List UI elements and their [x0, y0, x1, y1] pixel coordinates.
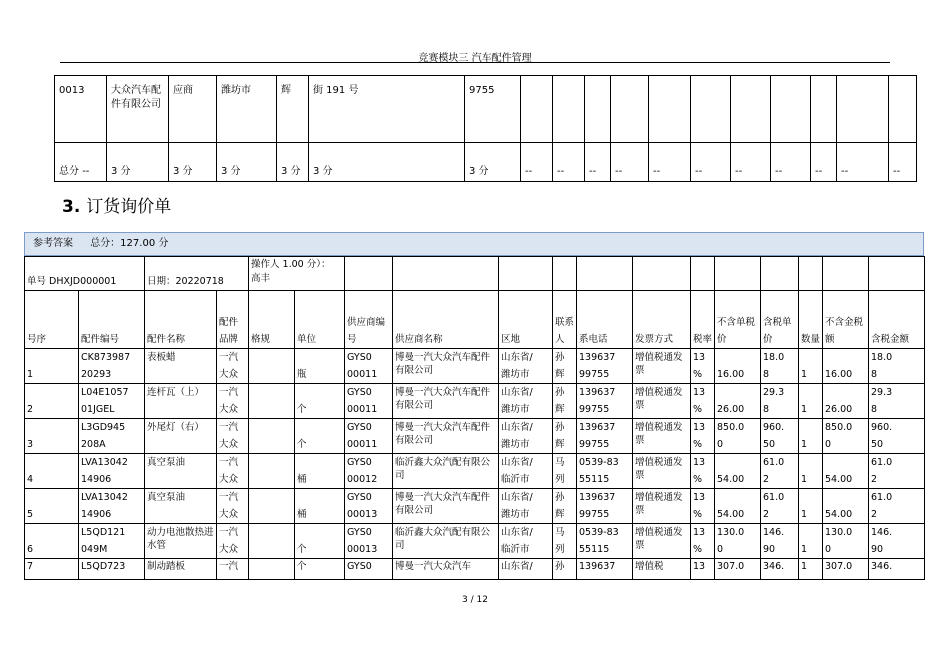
- cell: GYS0 00012: [345, 454, 393, 489]
- total-label: 总分: [59, 166, 79, 177]
- column-header: 配件名称: [145, 291, 217, 349]
- cell: 146. 90: [761, 524, 799, 559]
- table-row: [25, 559, 925, 580]
- cell: 孙 辉: [553, 419, 577, 454]
- cell: 960. 50: [869, 419, 925, 454]
- cell: 16.00: [823, 349, 869, 384]
- page-header: 竞赛模块三 汽车配件管理: [418, 53, 532, 64]
- cell: 博曼一汽大众汽车配件有限公司: [393, 419, 499, 454]
- cell: 个: [295, 419, 345, 454]
- cell: --: [585, 143, 611, 182]
- cell: --: [691, 143, 731, 182]
- cell: GYS0 00011: [345, 419, 393, 454]
- cell: 54.00: [715, 489, 761, 524]
- cell: 增值税通发票: [633, 489, 691, 524]
- column-header: 配件编号: [79, 291, 145, 349]
- cell: 潍坊市: [217, 76, 277, 143]
- cell: GYS0 00011: [345, 384, 393, 419]
- cell: 29.3 8: [869, 384, 925, 419]
- cell: GYS0: [345, 559, 393, 580]
- cell: 增值税通发票: [633, 384, 691, 419]
- cell: 一汽 大众: [217, 454, 249, 489]
- cell: 山东省/ 潍坊市: [499, 489, 553, 524]
- cell: 表板蜡: [145, 349, 217, 384]
- cell: 孙 辉: [553, 489, 577, 524]
- cell: 孙 辉: [553, 384, 577, 419]
- cell: 13 %: [691, 489, 715, 524]
- cell: 山东省/ 潍坊市: [499, 349, 553, 384]
- cell: CK873987 20293: [79, 349, 145, 384]
- total-score: 总分：127.00 分: [90, 238, 169, 249]
- cell: 山东省/ 临沂市: [499, 454, 553, 489]
- cell: [249, 454, 295, 489]
- cell: 18.0 8: [869, 349, 925, 384]
- column-header: 不含单税价: [715, 291, 761, 349]
- cell: --: [521, 143, 553, 182]
- order-date: 日期：20220718: [145, 257, 249, 291]
- column-header: 含税单价: [761, 291, 799, 349]
- cell: GYS0 00013: [345, 524, 393, 559]
- cell: 山东省/: [499, 559, 553, 580]
- cell: 山东省/ 临沂市: [499, 524, 553, 559]
- cell: 61.0 2: [761, 454, 799, 489]
- header-rule: [60, 62, 890, 63]
- cell: --: [771, 143, 811, 182]
- cell: 山东省/ 潍坊市: [499, 384, 553, 419]
- table-row: [55, 143, 917, 182]
- answer-bar: [24, 232, 924, 256]
- cell: 个: [295, 524, 345, 559]
- column-header: 区地: [499, 291, 553, 349]
- cell: 应商: [169, 76, 217, 143]
- cell: 26.00: [823, 384, 869, 419]
- cell: 9755: [465, 76, 521, 143]
- order-number: 单号 DHXJD000001: [25, 257, 145, 291]
- cell: --: [731, 143, 771, 182]
- cell: 1: [799, 559, 823, 580]
- cell: LVA13042 14906: [79, 454, 145, 489]
- cell: 13 %: [691, 384, 715, 419]
- cell: [249, 349, 295, 384]
- cell: [249, 419, 295, 454]
- cell: 13 %: [691, 454, 715, 489]
- column-header: 供应商名称: [393, 291, 499, 349]
- table-row: [25, 489, 925, 524]
- column-header: 格规: [249, 291, 295, 349]
- cell: 外尾灯（右）: [145, 419, 217, 454]
- cell: 960. 50: [761, 419, 799, 454]
- cell: 54.00: [823, 489, 869, 524]
- column-header: 联系人: [553, 291, 577, 349]
- cell: [249, 559, 295, 580]
- cell: 16.00: [715, 349, 761, 384]
- cell: 3 分: [169, 143, 217, 182]
- cell: 26.00: [715, 384, 761, 419]
- cell: 0013: [55, 76, 107, 143]
- cell: 346.: [761, 559, 799, 580]
- table-row: [25, 384, 925, 419]
- cell: 博曼一汽大众汽车配件有限公司: [393, 489, 499, 524]
- cell: 1: [799, 384, 823, 419]
- cell: 1: [25, 349, 79, 384]
- cell: 0539-83 55115: [577, 454, 633, 489]
- cell: L3GD945 208A: [79, 419, 145, 454]
- cell: 139637 99755: [577, 489, 633, 524]
- column-header: 含税金额: [869, 291, 925, 349]
- cell: 139637 99755: [577, 384, 633, 419]
- column-header: 单位: [295, 291, 345, 349]
- cell: 307.0: [715, 559, 761, 580]
- cell: 孙: [553, 559, 577, 580]
- cell: 临沂鑫大众汽配有限公司: [393, 454, 499, 489]
- cell: 个: [295, 559, 345, 580]
- cell: 54.00: [823, 454, 869, 489]
- column-header: 数量: [799, 291, 823, 349]
- cell: 一汽 大众: [217, 349, 249, 384]
- cell: --: [889, 143, 917, 182]
- cell: 个: [295, 384, 345, 419]
- supplier-score-table: [54, 75, 917, 182]
- table-row: [25, 349, 925, 384]
- cell: 139637 99755: [577, 419, 633, 454]
- cell: 61.0 2: [869, 454, 925, 489]
- cell: 孙 辉: [553, 349, 577, 384]
- cell: 850.0 0: [823, 419, 869, 454]
- cell: 一汽 大众: [217, 384, 249, 419]
- cell: 博曼一汽大众汽车: [393, 559, 499, 580]
- answer-label: 参考答案: [33, 238, 73, 249]
- cell: 一汽 大众: [217, 524, 249, 559]
- cell: GYS0 00011: [345, 349, 393, 384]
- cell: 2: [25, 384, 79, 419]
- cell: 3: [25, 419, 79, 454]
- cell: 真空泵油: [145, 454, 217, 489]
- cell: 3 分: [465, 143, 521, 182]
- cell: L5QD121 049M: [79, 524, 145, 559]
- cell: 4: [25, 454, 79, 489]
- cell: 18.0 8: [761, 349, 799, 384]
- cell: 1: [799, 419, 823, 454]
- cell: 7: [25, 559, 79, 580]
- cell: 1: [799, 489, 823, 524]
- cell: 54.00: [715, 454, 761, 489]
- cell: 动力电池散热进水管: [145, 524, 217, 559]
- column-header: 系电话: [577, 291, 633, 349]
- section-title: 3. 订货询价单: [62, 197, 172, 217]
- cell: 总分 --: [55, 143, 107, 182]
- cell: 大众汽车配件有限公司: [107, 76, 169, 143]
- page-number: 3 / 12: [462, 595, 488, 605]
- cell: 1: [799, 349, 823, 384]
- cell: --: [553, 143, 585, 182]
- cell: L5QD723: [79, 559, 145, 580]
- cell: 马 列: [553, 524, 577, 559]
- table-row: [25, 454, 925, 489]
- cell: 3 分: [107, 143, 169, 182]
- cell: 一汽: [217, 559, 249, 580]
- cell: 1: [799, 454, 823, 489]
- cell: 辉: [277, 76, 309, 143]
- cell: 139637 99755: [577, 349, 633, 384]
- cell: 桶: [295, 454, 345, 489]
- cell: 0539-83 55115: [577, 524, 633, 559]
- column-header: 税率: [691, 291, 715, 349]
- operator: 操作人 1.00 分）： 高丰: [249, 257, 345, 291]
- cell: 307.0: [823, 559, 869, 580]
- cell: [249, 524, 295, 559]
- cell: 346.: [869, 559, 925, 580]
- cell: 13: [691, 559, 715, 580]
- cell: 博曼一汽大众汽车配件有限公司: [393, 384, 499, 419]
- cell: 29.3 8: [761, 384, 799, 419]
- cell: 6: [25, 524, 79, 559]
- cell: 增值税通发票: [633, 349, 691, 384]
- cell: --: [811, 143, 837, 182]
- cell: 马 列: [553, 454, 577, 489]
- cell: 1: [799, 524, 823, 559]
- cell: 13 %: [691, 419, 715, 454]
- info-row: [25, 257, 925, 291]
- cell: 瓶: [295, 349, 345, 384]
- header-row: [25, 291, 925, 349]
- column-header: 供应商编号: [345, 291, 393, 349]
- cell: [249, 489, 295, 524]
- column-header: 发票方式: [633, 291, 691, 349]
- cell: 增值税通发票: [633, 524, 691, 559]
- cell: --: [611, 143, 649, 182]
- cell: 增值税通发票: [633, 419, 691, 454]
- cell: 5: [25, 489, 79, 524]
- cell: 制动踏板: [145, 559, 217, 580]
- cell: 3 分: [277, 143, 309, 182]
- cell: 130.0 0: [715, 524, 761, 559]
- cell: 街 191 号: [309, 76, 465, 143]
- cell: 山东省/ 潍坊市: [499, 419, 553, 454]
- inquiry-table: [24, 256, 925, 580]
- cell: 临沂鑫大众汽配有限公司: [393, 524, 499, 559]
- column-header: 配件品牌: [217, 291, 249, 349]
- cell: --: [649, 143, 691, 182]
- cell: LVA13042 14906: [79, 489, 145, 524]
- column-header: 不含金税额: [823, 291, 869, 349]
- cell: 139637: [577, 559, 633, 580]
- cell: --: [837, 143, 889, 182]
- table-row: [55, 76, 917, 143]
- cell: 博曼一汽大众汽车配件有限公司: [393, 349, 499, 384]
- cell: 3 分: [309, 143, 465, 182]
- cell: 61.0 2: [869, 489, 925, 524]
- cell: 增值税: [633, 559, 691, 580]
- cell: 13 %: [691, 524, 715, 559]
- cell: L04E1057 01JGEL: [79, 384, 145, 419]
- cell: GYS0 00013: [345, 489, 393, 524]
- cell: 13 %: [691, 349, 715, 384]
- cell: 一汽 大众: [217, 419, 249, 454]
- cell: 桶: [295, 489, 345, 524]
- cell: 3 分: [217, 143, 277, 182]
- column-header: 号序: [25, 291, 79, 349]
- table-row: [25, 419, 925, 454]
- cell: 850.0 0: [715, 419, 761, 454]
- cell: 61.0 2: [761, 489, 799, 524]
- inquiry-answer-panel: [24, 232, 924, 580]
- cell: 146. 90: [869, 524, 925, 559]
- cell: 增值税通发票: [633, 454, 691, 489]
- cell: 一汽 大众: [217, 489, 249, 524]
- cell: 130.0 0: [823, 524, 869, 559]
- cell: 真空泵油: [145, 489, 217, 524]
- cell: 连杆瓦（上）: [145, 384, 217, 419]
- table-row: [25, 524, 925, 559]
- cell: [249, 384, 295, 419]
